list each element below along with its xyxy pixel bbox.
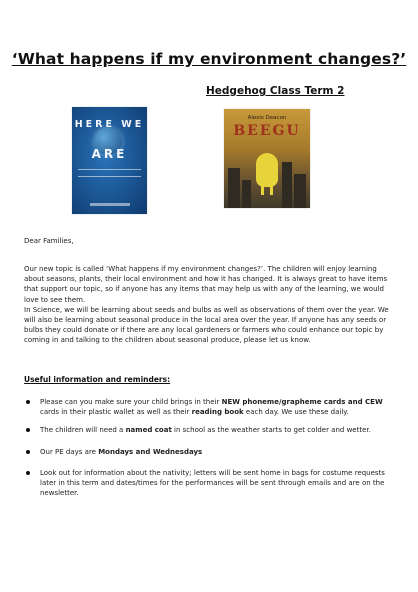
bullet-icon [26, 400, 30, 404]
yellow-creature-illustration [256, 153, 278, 187]
bullet-icon [26, 450, 30, 454]
city-building [228, 168, 240, 208]
text-span: Please can you make sure your child brings in their [40, 398, 222, 406]
book-author: Alexis Deacon [247, 115, 287, 121]
book-author-decoration [90, 203, 130, 206]
text-span: in school as the weather starts to get colder and wetter. [171, 426, 371, 434]
bullet-icon [26, 471, 30, 475]
book-title: BEEGU [233, 123, 301, 139]
letter-greeting: Dear Families, [24, 237, 74, 245]
book-cover-here-we-are [72, 107, 147, 214]
bullet-text [40, 468, 396, 499]
book-cover-beegu [224, 109, 310, 208]
text-span: Our PE days are [40, 448, 99, 456]
book-title-line1: HERE WE [74, 119, 145, 130]
city-building [242, 180, 251, 208]
page-title: ‘What happens if my environment changes?’ [11, 50, 407, 68]
bold-span: Mondays and Wednesdays [98, 448, 203, 456]
city-building [282, 162, 292, 208]
text-span: Look out for information about the nativity; letters will be sent home in bags for costume requests later in this term and dates/times for the performances will be sent through emails and are on the newsletter. [40, 469, 385, 498]
text-span: each day. We use these daily. [243, 408, 349, 417]
bullet-text [40, 397, 396, 417]
letter-intro: Our new topic is called ‘What happens if my environment changes?’. The children will enjoy learning about seasons, plants, their local environment and how it has changed. It is always great to have items that support our topic, so if anyone has any items that may help us with any of the learning, we would love to see them. In Science, we will be learning about seeds and bulbs as well as observations of them over the year. We will also be learning about seasonal produce in the local area over the year. If anyone has any seeds or bulbs they could donate or if there are any local gardeners or farmers who could enhance our topic by coming in and talking to the children about seasonal produce, please let us know. [24, 265, 389, 345]
text-span: cards in their plastic wallet as well as their [40, 408, 192, 417]
reminders-heading: Useful information and reminders: [24, 375, 171, 384]
creature-leg [261, 185, 264, 195]
class-term-heading: Hedgehog Class Term 2 [206, 85, 345, 97]
bold-span: reading book [191, 408, 244, 417]
book-title-line2: ARE [91, 147, 128, 161]
bullet-text [40, 425, 396, 435]
bold-span: NEW phoneme/grapheme cards and CEW [221, 398, 383, 406]
creature-leg [270, 185, 273, 195]
text-span: The children will need a [40, 426, 126, 434]
bullet-icon [26, 428, 30, 432]
bold-span: named coat [125, 426, 172, 434]
city-building [294, 174, 306, 208]
bullet-text [40, 447, 396, 457]
book-subtitle-decoration [78, 169, 141, 177]
